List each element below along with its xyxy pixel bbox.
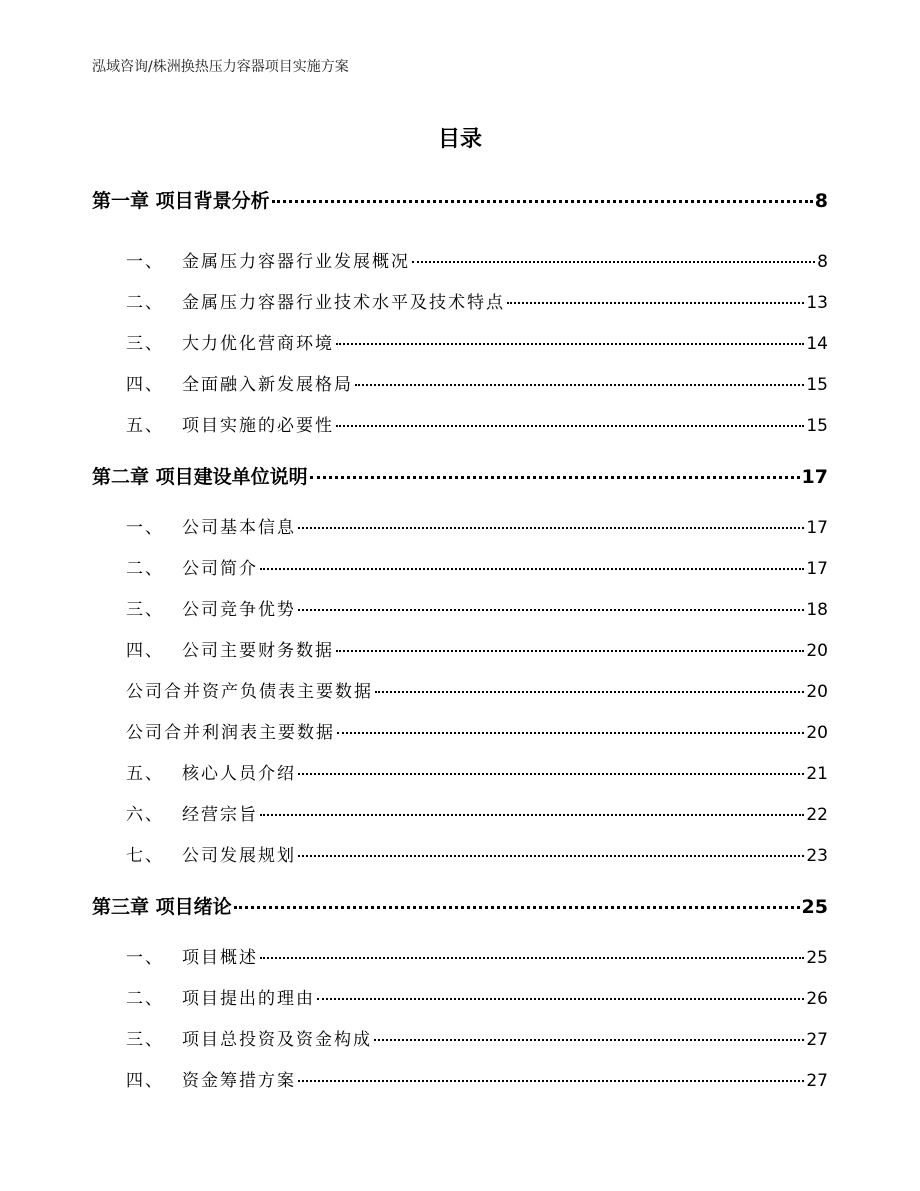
- toc-page-number: 8: [817, 252, 828, 272]
- dot-leader: [298, 855, 804, 857]
- dot-leader: [412, 261, 815, 263]
- toc-entry-number: 七、: [126, 846, 164, 866]
- toc-entry-number: 二、: [126, 293, 164, 313]
- toc-entry-label: 项目提出的理由: [182, 989, 315, 1009]
- dot-leader: [298, 773, 804, 775]
- toc-entry-number: 五、: [126, 416, 164, 436]
- toc-page-number: 20: [806, 682, 828, 702]
- toc-entry-1-4[interactable]: [126, 370, 828, 395]
- toc-entry-3-3[interactable]: [126, 1025, 828, 1050]
- dot-leader: [260, 957, 804, 959]
- toc-entry-2-1[interactable]: [126, 513, 828, 538]
- running-header: 泓域咨询/株洲换热压力容器项目实施方案: [92, 59, 349, 75]
- dot-leader: [336, 343, 804, 345]
- toc-subentry-2-4-2[interactable]: [126, 718, 828, 743]
- toc-entry-label: 金属压力容器行业发展概况: [182, 252, 410, 272]
- toc-entry-label: 资金筹措方案: [182, 1071, 296, 1091]
- dot-leader: [298, 609, 804, 611]
- toc-entry-label: 项目概述: [182, 948, 258, 968]
- toc-page-number: 21: [806, 764, 828, 784]
- toc-page-number: 25: [806, 948, 828, 968]
- toc-page-number: 13: [806, 293, 828, 313]
- toc-page-number: 23: [806, 846, 828, 866]
- toc-entry-label: 公司基本信息: [182, 518, 296, 538]
- toc-subentry-2-4-1[interactable]: [126, 677, 828, 702]
- toc-entry-2-6[interactable]: [126, 800, 828, 825]
- toc-entry-1-3[interactable]: [126, 329, 828, 354]
- toc-page-number: 17: [806, 559, 828, 579]
- toc-entry-label: 项目实施的必要性: [182, 416, 334, 436]
- toc-entry-number: 一、: [126, 518, 164, 538]
- toc-entry-label: 大力优化营商环境: [182, 334, 334, 354]
- toc-page-number: 26: [806, 989, 828, 1009]
- toc-entry-label: 核心人员介绍: [182, 764, 296, 784]
- dot-leader: [310, 476, 800, 479]
- toc-entry-label: 金属压力容器行业技术水平及技术特点: [182, 293, 505, 313]
- toc-entry-1-5[interactable]: [126, 411, 828, 436]
- dot-leader: [374, 1039, 804, 1041]
- toc-page-number: 27: [806, 1030, 828, 1050]
- toc-entry-2-2[interactable]: [126, 554, 828, 579]
- toc-entry-number: 二、: [126, 989, 164, 1009]
- toc-page-number: 17: [801, 466, 828, 488]
- toc-page-number: 15: [806, 416, 828, 436]
- toc-page-number: 20: [806, 723, 828, 743]
- toc-page-number: 15: [806, 375, 828, 395]
- toc-entry-number: 五、: [126, 764, 164, 784]
- dot-leader: [298, 1080, 804, 1082]
- dot-leader: [260, 814, 804, 816]
- toc-entry-number: 一、: [126, 252, 164, 272]
- toc-chapter-2[interactable]: [92, 462, 828, 489]
- dot-leader: [260, 568, 804, 570]
- dot-leader: [375, 691, 804, 693]
- dot-leader: [507, 302, 804, 304]
- toc-entry-2-4[interactable]: [126, 636, 828, 661]
- toc-entry-number: 四、: [126, 641, 164, 661]
- toc-entry-label: 项目总投资及资金构成: [182, 1030, 372, 1050]
- toc-entry-number: 三、: [126, 1030, 164, 1050]
- toc-page-number: 14: [806, 334, 828, 354]
- dot-leader: [337, 732, 804, 734]
- toc-entry-number: 四、: [126, 1071, 164, 1091]
- toc-entry-label: 公司合并资产负债表主要数据: [126, 682, 373, 702]
- toc-title: 目录: [437, 127, 482, 152]
- toc-page-number: 22: [806, 805, 828, 825]
- toc-page-number: 8: [814, 190, 828, 212]
- toc-entry-number: 三、: [126, 600, 164, 620]
- toc-page-number: 27: [806, 1071, 828, 1091]
- toc-chapter-1[interactable]: [92, 186, 828, 213]
- toc-entry-number: 一、: [126, 948, 164, 968]
- dot-leader: [317, 998, 804, 1000]
- toc-entry-label: 公司发展规划: [182, 846, 296, 866]
- dot-leader: [336, 650, 804, 652]
- dot-leader: [298, 527, 804, 529]
- toc-entry-label: 经营宗旨: [182, 805, 258, 825]
- toc-entry-2-3[interactable]: [126, 595, 828, 620]
- toc-chapter-3[interactable]: [92, 892, 828, 919]
- toc-entry-number: 三、: [126, 334, 164, 354]
- toc-chapter-label: 第三章 项目绪论: [92, 896, 232, 918]
- toc-chapter-label: 第二章 项目建设单位说明: [92, 466, 308, 488]
- toc-entry-number: 六、: [126, 805, 164, 825]
- toc-page-number: 20: [806, 641, 828, 661]
- toc-entry-3-2[interactable]: [126, 984, 828, 1009]
- toc-entry-3-1[interactable]: [126, 943, 828, 968]
- toc-entry-2-5[interactable]: [126, 759, 828, 784]
- toc-entry-number: 二、: [126, 559, 164, 579]
- toc-entry-3-4[interactable]: [126, 1066, 828, 1091]
- toc-page-number: 25: [801, 896, 828, 918]
- toc-entry-label: 公司主要财务数据: [182, 641, 334, 661]
- dot-leader: [336, 425, 804, 427]
- toc-entry-1-1[interactable]: [126, 247, 828, 272]
- toc-entry-1-2[interactable]: [126, 288, 828, 313]
- toc-entry-2-7[interactable]: [126, 841, 828, 866]
- toc-entry-label: 全面融入新发展格局: [182, 375, 353, 395]
- toc-entry-number: 四、: [126, 375, 164, 395]
- toc-entry-label: 公司合并利润表主要数据: [126, 723, 335, 743]
- toc-entry-label: 公司简介: [182, 559, 258, 579]
- dot-leader: [355, 384, 804, 386]
- toc-page-number: 18: [806, 600, 828, 620]
- dot-leader: [234, 906, 800, 909]
- dot-leader: [272, 200, 813, 203]
- toc-chapter-label: 第一章 项目背景分析: [92, 190, 270, 212]
- toc-page-number: 17: [806, 518, 828, 538]
- toc-entry-label: 公司竞争优势: [182, 600, 296, 620]
